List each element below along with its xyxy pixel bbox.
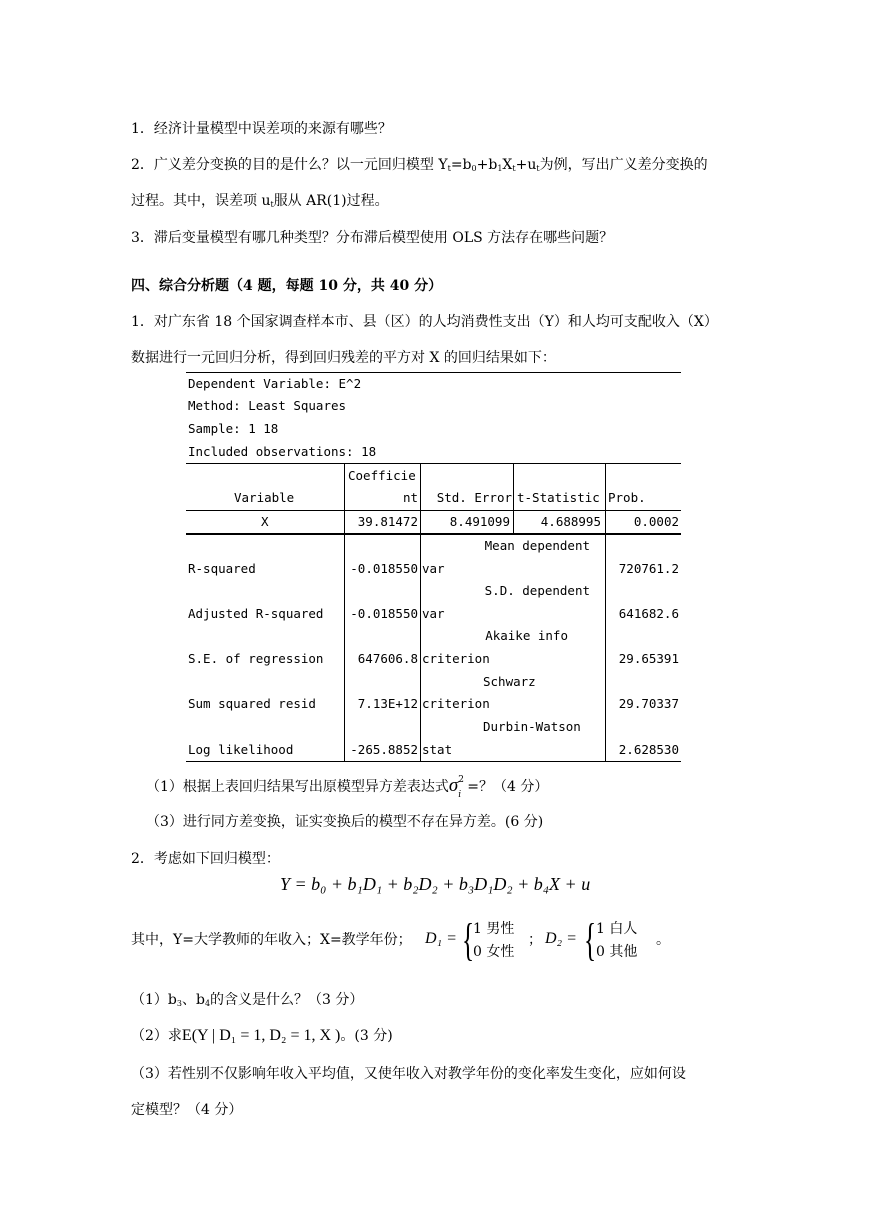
rule: [186, 533, 681, 535]
p2q1-text: （1）b: [131, 992, 177, 1008]
d1-label: D₁ =: [425, 930, 457, 947]
problem-2-title: 2．考虑如下回归模型：: [131, 851, 280, 867]
vrule: [605, 533, 606, 761]
question-2-line-2: [131, 191, 389, 215]
stat-value-2: 720761.2: [618, 561, 679, 576]
p1q1-text: =？（4 分）: [467, 779, 549, 795]
row-t-statistic: 4.688995: [540, 514, 601, 529]
p1q1-text: （1）根据上表回归结果写出原模型异方差表达式: [146, 779, 449, 795]
q2-text: 服从 AR(1)过程。: [273, 193, 389, 209]
sigma-scripts: [458, 775, 467, 800]
vrule: [605, 463, 606, 533]
stat-label-2-wrap: stat: [422, 742, 453, 757]
stat-label: Adjusted R-squared: [188, 606, 324, 621]
expectation-expression: E(Y | D₁ = 1, D₂ = 1, X ): [181, 1027, 341, 1044]
d2-case-2: 0 其他: [596, 944, 638, 960]
dependent-variable: Dependent Variable: E^2: [188, 376, 362, 391]
stat-value-2: 2.628530: [618, 742, 679, 757]
stat-value: -0.018550: [350, 561, 418, 576]
vrule: [344, 533, 345, 761]
col-t-statistic: t-Statistic: [517, 490, 600, 505]
q2-text-a: 2．广义差分变换的目的是什么？以一元回归模型 Y: [131, 157, 448, 173]
p2q1-text: 、b: [181, 992, 205, 1008]
q2-sub: t: [512, 164, 516, 173]
stat-value: -0.018550: [350, 606, 418, 621]
p2q1-sub: 4: [204, 999, 211, 1008]
question-3: 3．滞后变量模型有哪几种类型？分布滞后模型使用 OLS 方法存在哪些问题？: [131, 230, 614, 246]
problem-2-q3-line-2: 定模型？（4 分）: [131, 1102, 243, 1118]
stat-label: Sum squared resid: [188, 696, 316, 711]
regression-equation: Y = b₀ + b₁D₁ + b₂D₂ + b₃D₁D₂ + b₄X + u: [280, 874, 591, 894]
stat-value: -265.8852: [350, 742, 418, 757]
section-4-title: 四、综合分析题（4 题，每题 10 分，共 40 分）: [131, 278, 443, 294]
row-prob: 0.0002: [633, 514, 679, 529]
problem-1-line-1: 1．对广东省 18 个国家调查样本市、县（区）的人均消费性支出（Y）和人均可支配收入（X）: [131, 314, 718, 330]
question-2-line-1: [131, 155, 708, 179]
problem-2-q1: [131, 990, 363, 1014]
q2-text: 为例，写出广义差分变换的: [539, 157, 708, 173]
stat-label-2-wrap: criterion: [422, 696, 490, 711]
stat-label-2-wrap: criterion: [422, 651, 490, 666]
p2q2-text: （2）求: [131, 1028, 182, 1044]
stat-label-2: Durbin-Watson: [483, 719, 581, 734]
q2-text: X: [502, 157, 513, 173]
separator: ；: [528, 932, 542, 948]
q2-sub: t: [447, 164, 451, 173]
observations: Included observations: 18: [188, 444, 377, 459]
problem-2-q2: [131, 1026, 393, 1046]
question-1: 1．经济计量模型中误差项的来源有哪些？: [131, 121, 392, 137]
regression-output: [186, 370, 681, 762]
col-variable: Variable: [234, 490, 295, 505]
stat-value-2: 29.65391: [618, 651, 679, 666]
col-coefficient: Coefficie: [348, 468, 416, 483]
q2-text: +b: [476, 157, 498, 173]
row-variable: X: [261, 514, 269, 529]
problem-1-line-2: 数据进行一元回归分析，得到回归残差的平方对 X 的回归结果如下：: [131, 350, 556, 366]
q2-text: =b: [450, 157, 472, 173]
stat-label: R-squared: [188, 561, 256, 576]
d2-label: D₂ =: [545, 930, 577, 947]
sigma-sup: 2: [458, 775, 465, 785]
stat-label-2: Mean dependent: [484, 538, 590, 553]
sigma-sub: i: [458, 790, 462, 800]
row-std-error: 8.491099: [449, 514, 510, 529]
stat-label-2: Schwarz: [483, 674, 536, 689]
stat-label-2-wrap: var: [422, 561, 445, 576]
d1-brace: {: [462, 914, 475, 965]
sample: Sample: 1 18: [188, 421, 279, 436]
vrule: [420, 533, 421, 761]
problem-1-q3: （3）进行同方差变换，证实变换后的模型不存在异方差。(6 分): [146, 814, 544, 830]
rule: [186, 372, 681, 373]
vrule: [420, 463, 421, 533]
q2-sub: 0: [471, 164, 477, 173]
stat-label-2-wrap: var: [422, 606, 445, 621]
method: Method: Least Squares: [188, 398, 347, 413]
vrule: [513, 463, 514, 533]
stat-label-2: S.D. dependent: [484, 583, 590, 598]
stat-value: 7.13E+12: [357, 696, 418, 711]
p2q1-sub: 3: [176, 999, 182, 1008]
col-std-error: Std. Error: [436, 490, 512, 505]
d2-brace: {: [584, 914, 597, 965]
p2q2-text: 。(3 分): [340, 1028, 393, 1044]
q2-sub: t: [270, 200, 274, 209]
q2-text: +u: [515, 157, 537, 173]
stat-label-2: Akaike info: [485, 628, 568, 643]
stat-value: 647606.8: [357, 651, 418, 666]
d1-case-2: 0 女性: [473, 944, 515, 960]
sigma-symbol: σ: [448, 775, 459, 796]
vrule: [344, 463, 345, 533]
d1-case-1: 1 男性: [473, 921, 515, 937]
row-coefficient: 39.81472: [357, 514, 418, 529]
stat-value-2: 641682.6: [618, 606, 679, 621]
q2-sub: 1: [497, 164, 503, 173]
rule: [186, 510, 681, 511]
stat-label: Log likelihood: [188, 742, 294, 757]
period: 。: [656, 932, 670, 948]
q2-sub: t: [536, 164, 540, 173]
rule: [186, 463, 681, 464]
stat-label: S.E. of regression: [188, 651, 324, 666]
problem-2-q3-line-1: （3）若性别不仅影响年收入平均值，又使年收入对教学年份的变化率发生变化，应如何设: [131, 1066, 686, 1082]
col-coefficient-wrap: nt: [402, 490, 418, 505]
d2-case-1: 1 白人: [596, 921, 638, 937]
q2-text: 过程。其中，误差项 u: [131, 193, 271, 209]
stat-value-2: 29.70337: [618, 696, 679, 711]
p2q1-text: 的含义是什么？（3 分）: [210, 992, 364, 1008]
rule: [186, 761, 681, 762]
problem-2-where: 其中，Y=大学教师的年收入；X=教学年份；: [131, 932, 412, 948]
problem-1-q1: [146, 775, 549, 800]
col-prob: Prob.: [608, 490, 646, 505]
